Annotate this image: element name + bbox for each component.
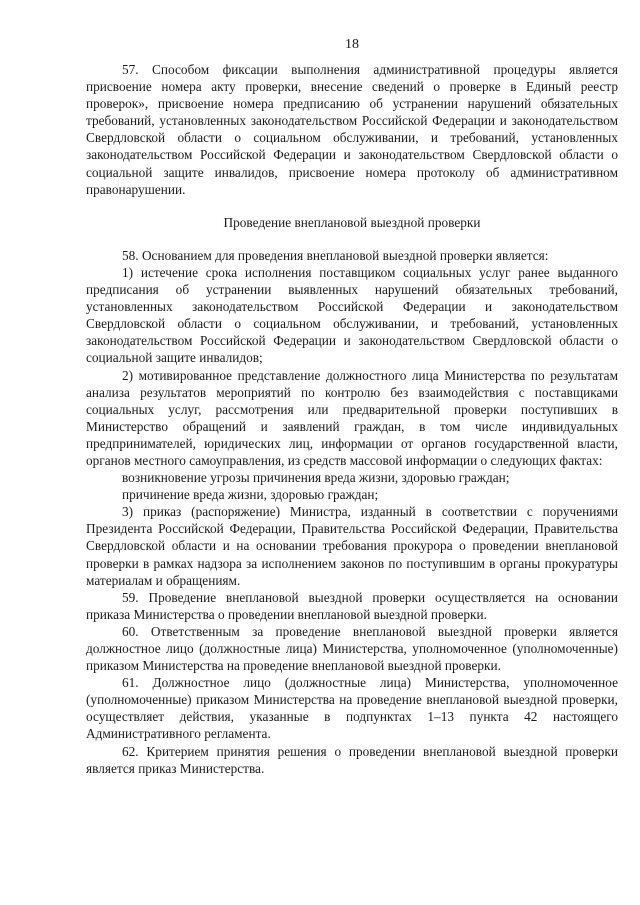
paragraph-58-item-3: 3) приказ (распоряжение) Министра, изданный в соответствии с поручениями Президента Российской Федерации, Правительства Российской Федерации, Правительства Свердловской области и на основании требования прокурора о проведении внеплановой проверки в рамках надзора за исполнением законов по поступившим в органы прокуратуры материалам и обращениям. <box>86 504 618 588</box>
paragraph-59-basis: 59. Проведение внеплановой выездной проверки осуществляется на основании приказа Министерства о проведении внеплановой выездной проверки. <box>86 589 618 622</box>
paragraph-58-item-1: 1) истечение срока исполнения поставщиком социальных услуг ранее выданного предписания об устранении выявленных нарушений обязательных требований, установленных законодательством Российской Федерации и законодательством Свердловской области о социальном обслуживании, и требований, установленных законодательством Российской Федерации и законодательством Свердловской области о социальной защите инвалидов; <box>86 264 618 366</box>
page-number: 18 <box>345 37 359 52</box>
paragraph-61-actions: 61. Должностное лицо (должностные лица) Министерства, уполномоченное (уполномоченные) приказом Министерства на проведение внеплановой выездной проверки, осуществляет действия, указанные в подпунктах 1–13 пункта 42 настоящего Административного регламента. <box>86 675 618 742</box>
paragraph-58-item-2: 2) мотивированное представление должностного лица Министерства по результатам анализа результатов мероприятий по контролю без взаимодействия с поставщиками социальных услуг, рассмотрения или предварительной проверки поступивших в Министерство обращений и заявлений граждан, в том числе индивидуальных предпринимателей, юридических лиц, информации от органов государственной власти, органов местного самоуправления, из средств массовой информации о следующих фактах: <box>86 367 618 468</box>
section-heading-unscheduled-inspection: Проведение внеплановой выездной проверки <box>223 214 481 230</box>
paragraph-58-grounds: 58. Основанием для проведения внеплановой выездной проверки является: <box>122 247 549 263</box>
paragraph-62-criterion: 62. Критерием принятия решения о проведении внеплановой выездной проверки является приказ Министерства. <box>86 743 618 776</box>
paragraph-60-responsible: 60. Ответственным за проведение внеплановой выездной проверки является должностное лицо (должностные лица) Министерства, уполномоченное (уполномоченные) приказом Министерства на проведение внеплановой выездной проверки. <box>86 623 618 674</box>
paragraph-57-recording-method: 57. Способом фиксации выполнения административной процедуры является присвоение номера акту проверки, внесение сведений о проверке в Единый реестр проверок», присвоение номера предписанию об устранении нарушений обязательных требований, установленных законодательством Российской Федерации и законодательством Свердловской области о социальном обслуживании, и требований, установленных законодательством Российской Федерации и законодательством Свердловской области о социальной защите инвалидов, присвоение номера протоколу об административном правонарушении. <box>86 62 618 197</box>
paragraph-58-fact-harm: причинение вреда жизни, здоровью граждан; <box>122 487 379 503</box>
document-page <box>86 36 618 777</box>
paragraph-58-fact-threat: возникновение угрозы причинения вреда жизни, здоровью граждан; <box>122 470 510 486</box>
